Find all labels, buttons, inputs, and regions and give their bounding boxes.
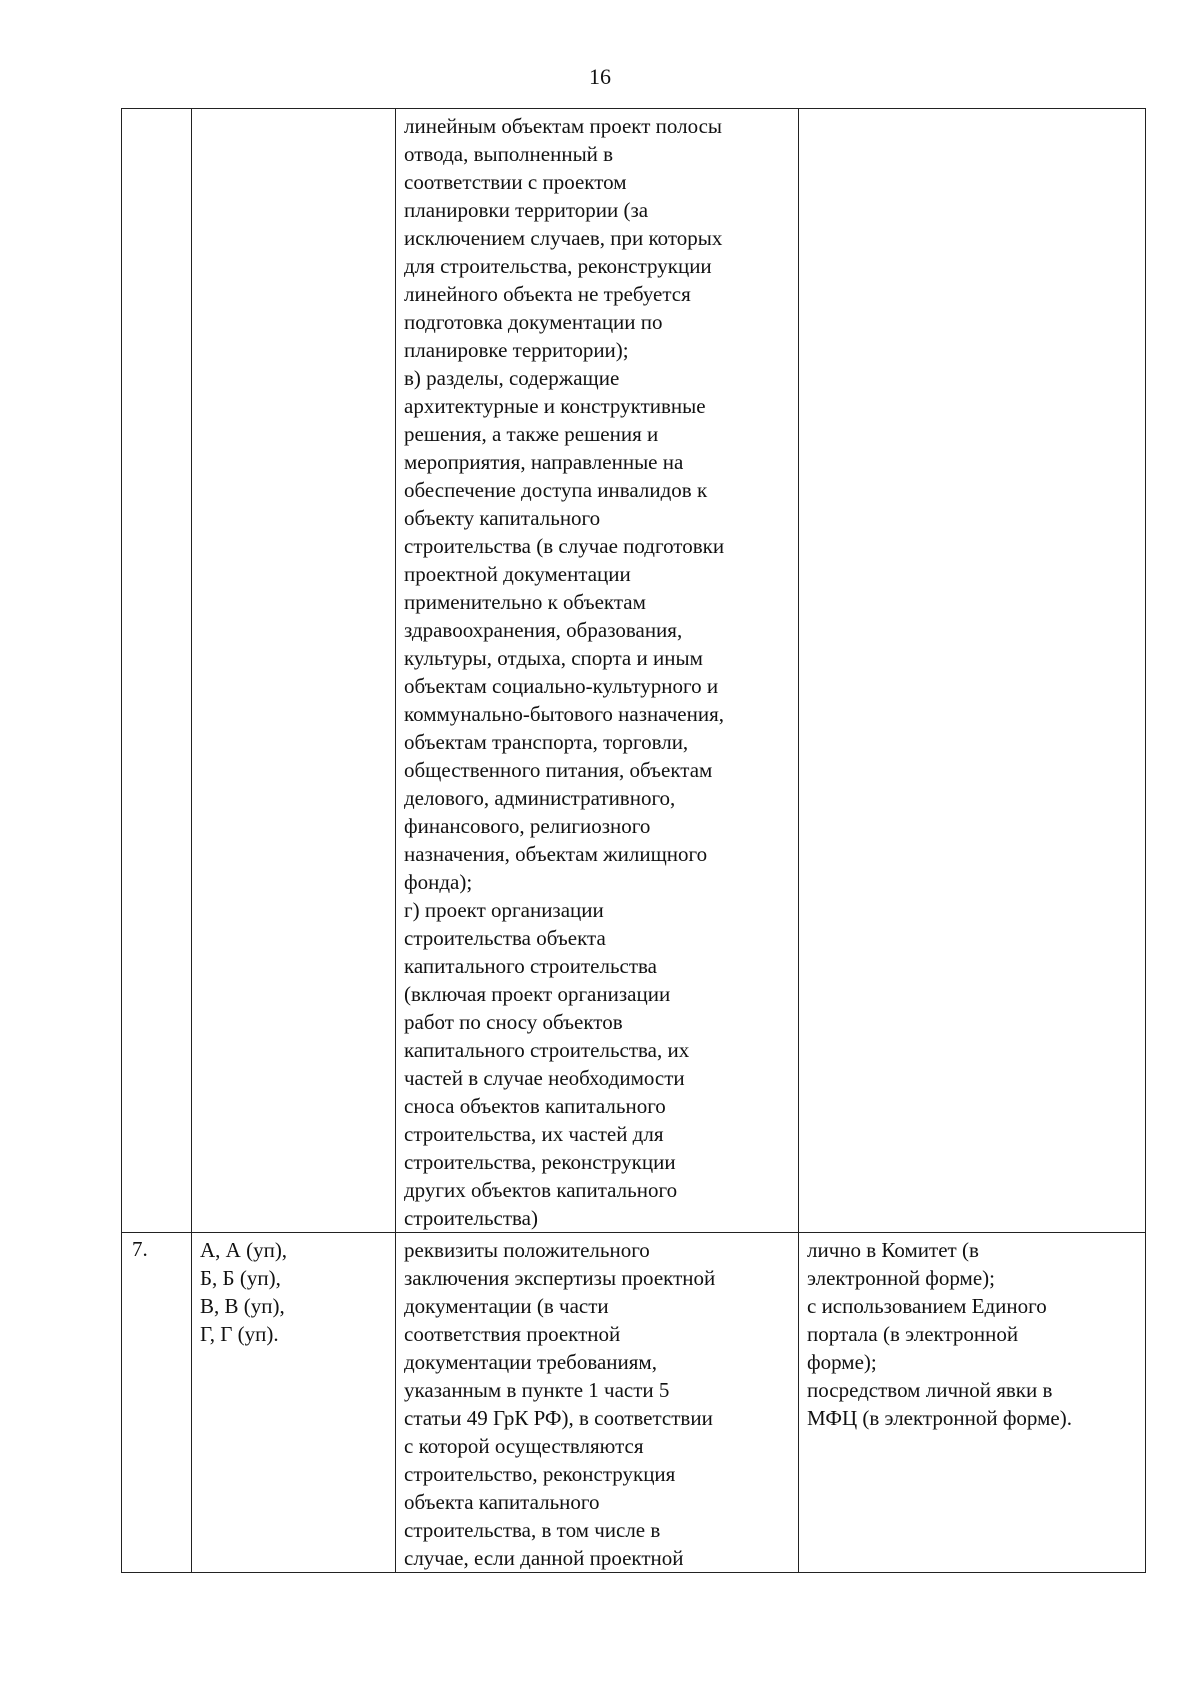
content-text-line: документации требованиям,	[404, 1350, 657, 1374]
content-text-line: указанным в пункте 1 части 5	[404, 1378, 670, 1402]
content-text-line: реквизиты положительного	[404, 1238, 650, 1262]
content-text-line: планировки территории (за	[404, 198, 649, 222]
content-text-line: объекту капитального	[404, 506, 601, 530]
content-text-line: в) разделы, содержащие	[404, 366, 620, 390]
content-text-line: назначения, объектам жилищного	[404, 842, 708, 866]
applicant-codes-cell	[192, 109, 396, 1233]
content-text-line: заключения экспертизы проектной	[404, 1266, 716, 1290]
table-row-continuation	[122, 109, 1146, 1233]
content-text-line: подготовка документации по	[404, 310, 663, 334]
content-text-line: г) проект организации	[404, 898, 604, 922]
content-text-line: строительства, их частей для	[404, 1122, 664, 1146]
content-text-line: коммунально-бытового назначения,	[404, 702, 724, 726]
applicant-code-line: В, В (уп),	[200, 1294, 285, 1318]
content-text-line: применительно к объектам	[404, 590, 646, 614]
row-number: 7.	[132, 1237, 148, 1261]
content-text-line: объекта капитального	[404, 1490, 600, 1514]
method-text-line: лично в Комитет (в	[807, 1238, 979, 1262]
content-text-line: общественного питания, объектам	[404, 758, 713, 782]
table-row-7	[122, 1233, 1146, 1573]
content-text-line: других объектов капитального	[404, 1178, 678, 1202]
method-text-line: электронной форме);	[807, 1266, 995, 1290]
content-text-line: линейным объектам проект полосы	[404, 114, 723, 138]
method-text-line: портала (в электронной	[807, 1322, 1019, 1346]
row-number-cell	[122, 1233, 192, 1573]
content-text-line: соответствии с проектом	[404, 170, 627, 194]
method-text-line: МФЦ (в электронной форме).	[807, 1406, 1072, 1430]
applicant-code-line: Г, Г (уп).	[200, 1322, 279, 1346]
method-text-line: посредством личной явки в	[807, 1378, 1053, 1402]
submission-method-cell	[799, 109, 1146, 1233]
content-text-line: делового, административного,	[404, 786, 676, 810]
content-text-line: финансового, религиозного	[404, 814, 651, 838]
content-text-line: с которой осуществляются	[404, 1434, 644, 1458]
content-text-line: капитального строительства	[404, 954, 657, 978]
requirements-table	[121, 108, 1146, 1573]
content-text-line: объектам транспорта, торговли,	[404, 730, 689, 754]
content-text-line: капитального строительства, их	[404, 1038, 690, 1062]
content-text-line: строительство, реконструкция	[404, 1462, 676, 1486]
content-text-line: работ по сносу объектов	[404, 1010, 623, 1034]
content-text-line: строительства объекта	[404, 926, 606, 950]
content-text-line: линейного объекта не требуется	[404, 282, 691, 306]
content-text-line: строительства (в случае подготовки	[404, 534, 725, 558]
content-text-line: фонда);	[404, 870, 473, 894]
content-text-line: для строительства, реконструкции	[404, 254, 712, 278]
content-text-line: обеспечение доступа инвалидов к	[404, 478, 708, 502]
content-text-line: сноса объектов капитального	[404, 1094, 666, 1118]
applicant-code-line: Б, Б (уп),	[200, 1266, 281, 1290]
content-text-line: здравоохранения, образования,	[404, 618, 683, 642]
content-text-line: документации (в части	[404, 1294, 609, 1318]
content-text-line: строительства, реконструкции	[404, 1150, 676, 1174]
content-text-line: строительства, в том числе в	[404, 1518, 661, 1542]
submission-method-cell	[799, 1233, 1146, 1573]
content-text-line: соответствия проектной	[404, 1322, 621, 1346]
applicant-code-line: А, А (уп),	[200, 1238, 288, 1262]
document-content-cell	[396, 1233, 799, 1573]
method-text-line: с использованием Единого	[807, 1294, 1047, 1318]
row-number-cell	[122, 109, 192, 1233]
content-text-line: культуры, отдыха, спорта и иным	[404, 646, 703, 670]
applicant-codes-cell	[192, 1233, 396, 1573]
page-number: 16	[589, 64, 611, 89]
document-content-cell	[396, 109, 799, 1233]
content-text-line: планировке территории);	[404, 338, 629, 362]
content-text-line: объектам социально-культурного и	[404, 674, 719, 698]
content-text-line: проектной документации	[404, 562, 631, 586]
content-text-line: случае, если данной проектной	[404, 1546, 684, 1570]
content-text-line: отвода, выполненный в	[404, 142, 614, 166]
content-text-line: статьи 49 ГрК РФ), в соответствии	[404, 1406, 713, 1430]
content-text-line: решения, а также решения и	[404, 422, 659, 446]
content-text-line: частей в случае необходимости	[404, 1066, 685, 1090]
content-text-line: исключением случаев, при которых	[404, 226, 723, 250]
content-text-line: мероприятия, направленные на	[404, 450, 684, 474]
method-text-line: форме);	[807, 1350, 877, 1374]
content-text-line: архитектурные и конструктивные	[404, 394, 706, 418]
content-text-line: строительства)	[404, 1206, 538, 1230]
content-text-line: (включая проект организации	[404, 982, 671, 1006]
